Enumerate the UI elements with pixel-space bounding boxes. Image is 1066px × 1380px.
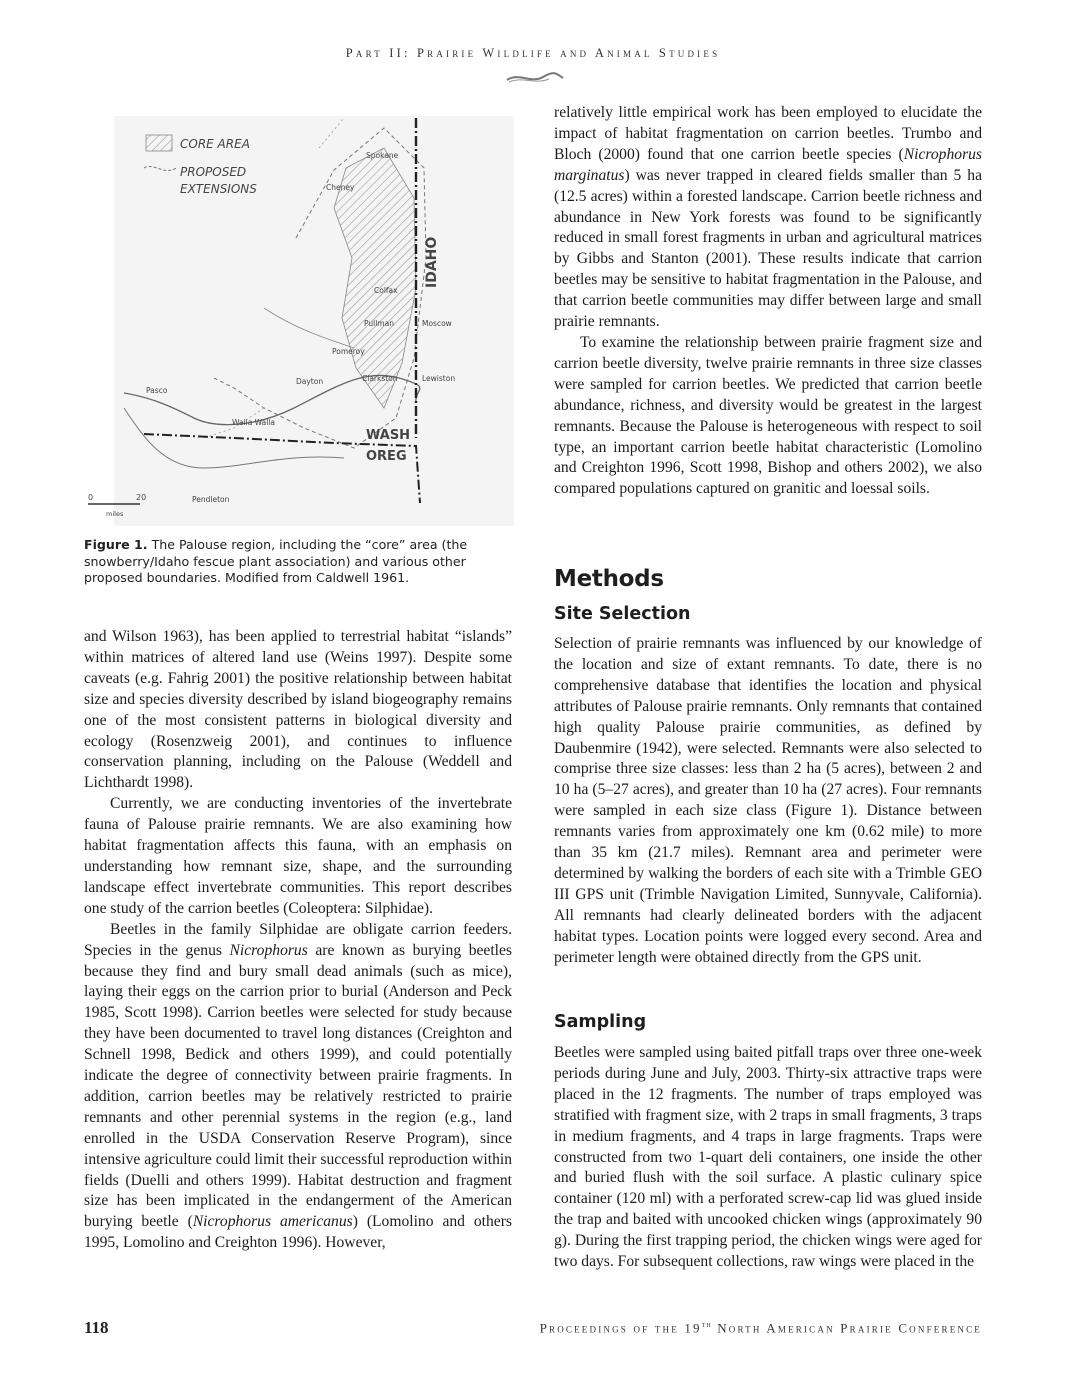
state-wash-label: WASH (366, 428, 411, 443)
town-pullman: Pullman (364, 319, 394, 328)
legend-proposed-label-1: PROPOSED (180, 165, 247, 179)
left-column-text (84, 627, 512, 1254)
sampling-text: Beetles were sampled using baited pitfall traps over three one-week periods during June and July, 2003. Thirty-six attractive traps were placed in the 12 fragments. The number of traps employed was stratified with fragment size, with 2 traps in small fragments, 3 traps in medium fragments, and 4 traps in large fragments. Traps were constructed from two 1-quart deli containers, one inside the other and buried flush with the soil surface. A plastic culinary spice container (120 ml) with a perforated screw-cap lid was glued inside the trap and baited with uncooked chicken wings (approximately 90 g). During the first trapping period, the chicken wings were aged for two days. For subsequent collections, raw wings were placed in the (554, 1044, 982, 1271)
town-moscow: Moscow (422, 319, 452, 328)
town-pomeroy: Pomeroy (332, 347, 365, 356)
legend-proposed-label-2: EXTENSIONS (180, 182, 257, 196)
left-paragraph-2: Currently, we are conducting inventories of the invertebrate fauna of Palouse prairie remnants. We are also examining how habitat fragmentation affects this fauna, with an emphasis on understanding how remnant size, shape, and the surrounding landscape effect invertebrate communities. This report describes one study of the carrion beetles (Coleoptera: Silphidae). (84, 795, 512, 917)
site-selection-heading: Site Selection (554, 604, 691, 624)
scale-zero: 0 (88, 493, 94, 502)
left-paragraph-3: Beetles in the family Silphidae are obligate carrion feeders. Species in the genus Nicrophorus are known as burying beetles because they find and bury small dead animals (such as mice), laying their eggs on the carrion prior to burial (Anderson and Peck 1985, Scott 1998). Carrion beetles were selected for study because they have been documented to travel long distances (Creighton and Schnell 1998, Bedick and others 1999), and could potentially indicate the degree of connectivity between prairie fragments. In addition, carrion beetles may be relatively restricted to prairie remnants and other perennial systems in the region (e.g., land enrolled in the USDA Conservation Reserve Program), since intensive agriculture could limit their successful reproduction within fields (Duelli and others 1999). Habitat destruction and fragment size has been implicated in the endangerment of the American burying beetle (Nicrophorus americanus) (Lomolino and others 1995, Lomolino and Creighton 1996). However, (84, 920, 512, 1252)
town-walla-walla: Walla Walla (232, 418, 275, 427)
figure-caption (84, 537, 514, 587)
caption-text: The Palouse region, including the “core” area (the snowberry/Idaho fescue plant association) and various other proposed boundaries. Modified from Caldwell 1961. (84, 537, 468, 585)
town-spokane: Spokane (366, 151, 399, 160)
town-colfax: Colfax (374, 286, 398, 295)
ornament-icon (505, 70, 565, 86)
left-paragraph-1: and Wilson 1963), has been applied to terrestrial habitat “islands” within matrices of altered land use (Weins 1997). Despite some caveats (e.g. Fahrig 2001) the positive relationship between habitat size and species diversity described by island biogeography remains one of the most consistent patterns in biological diversity and ecology (Rosenzweig 2001), and continues to influence conservation planning, including on the Palouse (Weddell and Lichthardt 1998). (84, 628, 512, 792)
site-selection-text: Selection of prairie remnants was influenced by our knowledge of the location and size of extant remnants. To date, there is no comprehensive database that identifies the location and physical attributes of Palouse prairie remnants. Only remnants that contained high quality Palouse prairie communities, as defined by Daubenmire (1942), were selected. Remnants were also selected to comprise three size classes: less than 2 ha (5 acres), between 2 and 10 ha (5–27 acres), and greater than 10 ha (27 acres). Four remnants were sampled in each size class (Figure 1). Distance between remnants varies from approximately one km (0.62 mile) to more than 35 km (21.7 miles). Remnant area and perimeter were determined by walking the borders of each site with a Trimble GEO III GPS unit (Trimble Navigation Limited, Sunnyvale, California). All remnants had clearly delineated borders with the adjacent habitat types. Location points were logged every second. Area and perimeter length were obtained directly from the GPS unit. (554, 635, 982, 966)
scale-twenty: 20 (136, 493, 147, 502)
state-oreg-label: OREG (366, 449, 407, 464)
right-column-text (554, 103, 982, 500)
map-background (114, 116, 514, 526)
state-idaho-label: IDAHO (424, 236, 440, 288)
palouse-map-figure (84, 108, 516, 528)
town-lewiston: Lewiston (422, 374, 456, 383)
town-pasco: Pasco (146, 386, 168, 395)
caption-label: Figure 1. (84, 537, 148, 552)
proceedings-footer: Proceedings of the 19th North American Prairie Conference (539, 1320, 982, 1336)
legend-core-swatch (146, 135, 172, 151)
right-paragraph-1: relatively little empirical work has been employed to elucidate the impact of habitat fragmentation on carrion beetles. Trumbo and Bloch (2000) found that one carrion beetle species (Nicrophorus marginatus) was never trapped in cleared fields smaller than 5 ha (12.5 acres) within a forested landscape. Carrion beetle richness and abundance in New York forests was found to be significantly reduced in small forest fragments in urban and agricultural matrices by Gibbs and Stanton (2001). These results indicate that carrion beetles may be sensitive to habitat fragmentation in the Palouse, and that carrion beetle communities may differ between large and small prairie remnants. (554, 104, 982, 331)
town-pendleton: Pendleton (192, 495, 230, 504)
scale-unit: miles (106, 510, 124, 518)
page-number: 118 (84, 1318, 109, 1337)
legend-core-label: CORE AREA (180, 137, 250, 151)
town-clarkston: Clarkston (362, 374, 398, 383)
town-dayton: Dayton (296, 377, 324, 386)
methods-heading: Methods (554, 566, 664, 592)
right-paragraph-2: To examine the relationship between prairie fragment size and carrion beetle diversity, twelve prairie remnants in three size classes were sampled for carrion beetles. We predicted that carrion beetle abundance, richness, and diversity would be greatest in the largest remnants. Because the Palouse is heterogeneous with respect to soil type, an important carrion beetle habitat characteristic (Lomolino and Creighton 1996, Scott 1998, Bishop and others 2002), we also compared populations captured on granitic and loessal soils. (554, 333, 982, 498)
running-head: Part II: Prairie Wildlife and Animal Studies (345, 46, 721, 60)
sampling-heading: Sampling (554, 1012, 647, 1032)
town-cheney: Cheney (326, 183, 355, 192)
